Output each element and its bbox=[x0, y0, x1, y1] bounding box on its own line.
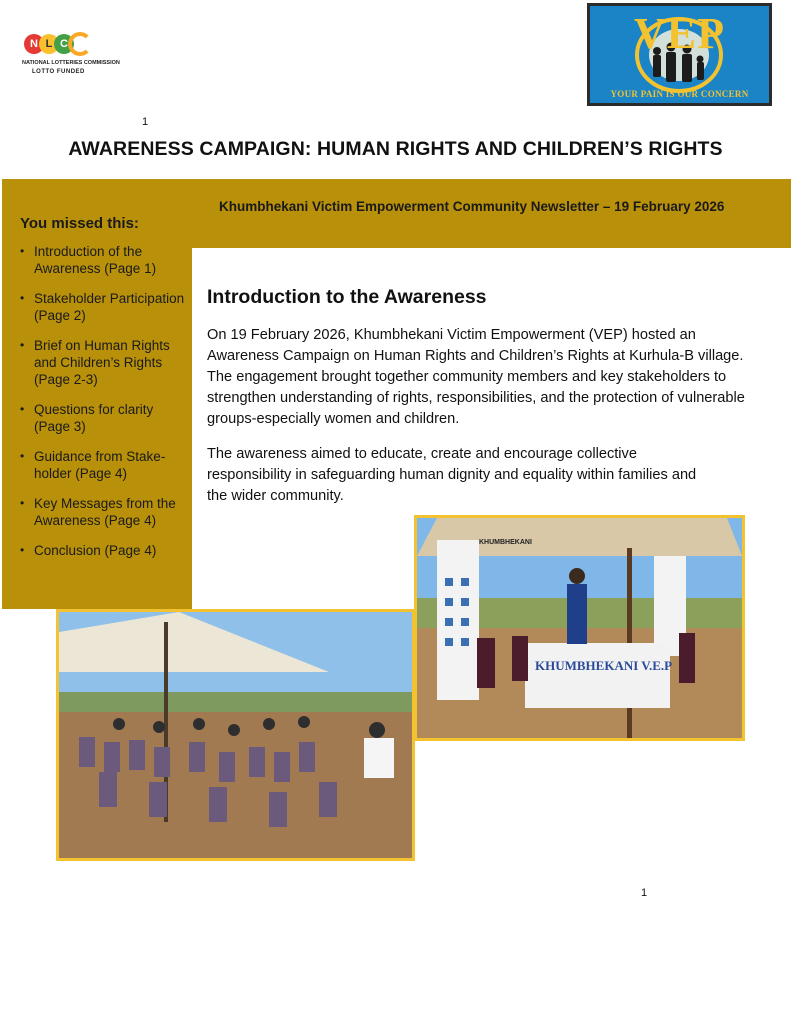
nlc-name: NATIONAL LOTTERIES COMMISSION bbox=[22, 60, 120, 66]
vep-name: VEP bbox=[634, 9, 725, 58]
table-cloth-text: KHUMBHEKANI V.E.P bbox=[535, 658, 673, 673]
sidebar-item: • Stakeholder Participation (Page 2) bbox=[20, 290, 190, 324]
vep-logo bbox=[587, 3, 772, 106]
banner-text: KHUMBHEKANI bbox=[479, 539, 532, 546]
sidebar-list bbox=[20, 243, 190, 572]
sidebar-heading: You missed this: bbox=[20, 215, 139, 232]
newsletter-header-text: Khumbhekani Victim Empowerment Community Newsletter – 19 February 2026 bbox=[219, 199, 725, 214]
newsletter-header-band bbox=[192, 179, 791, 248]
nlc-letter-n: N bbox=[24, 34, 44, 54]
sidebar-item: • Questions for clarity (Page 3) bbox=[20, 401, 190, 435]
sidebar-item: • Introduction of the Awareness (Page 1) bbox=[20, 243, 190, 277]
nlc-ring-icon bbox=[68, 32, 92, 56]
nlc-letter-c: C bbox=[54, 34, 74, 54]
event-photo-speaker-image bbox=[417, 518, 742, 738]
event-photo-speaker bbox=[414, 515, 745, 741]
nlc-letter-l: L bbox=[39, 34, 59, 54]
nlc-logo bbox=[22, 34, 120, 80]
page-title: AWARENESS CAMPAIGN: HUMAN RIGHTS AND CHILDREN’S RIGHTS bbox=[68, 138, 723, 160]
nlc-funded: LOTTO FUNDED bbox=[32, 69, 85, 75]
intro-paragraph-1: On 19 February 2026, Khumbhekani Victim Empowerment (VEP) hosted an Awareness Campaign on Human Rights and Children’s Rights at Kurhula-B village. The engagement brought together community members and key stakeholders to strengthen understanding of rights, responsibilities, and the protection of vulnerable groups-especially women and children. bbox=[207, 327, 745, 427]
sidebar-item: • Brief on Human Rights and Children’s Rights (Page 2-3) bbox=[20, 337, 190, 388]
sidebar-box bbox=[2, 179, 192, 609]
sidebar-item: • Guidance from Stake-holder (Page 4) bbox=[20, 448, 190, 482]
event-photo-audience-image bbox=[59, 612, 412, 858]
page-number-top: 1 bbox=[142, 116, 149, 128]
vep-tagline: YOUR PAIN IS OUR CONCERN bbox=[610, 89, 749, 99]
sidebar-item: • Conclusion (Page 4) bbox=[20, 542, 190, 559]
page-number-bottom: 1 bbox=[641, 887, 648, 899]
intro-paragraph-2: The awareness aimed to educate, create and encourage collective responsibility in safeguarding human dignity and equality within families and the wider community. bbox=[207, 446, 697, 504]
event-photo-audience bbox=[56, 609, 415, 861]
section-title: Introduction to the Awareness bbox=[207, 286, 487, 308]
sidebar-item: • Key Messages from the Awareness (Page 4) bbox=[20, 495, 190, 529]
